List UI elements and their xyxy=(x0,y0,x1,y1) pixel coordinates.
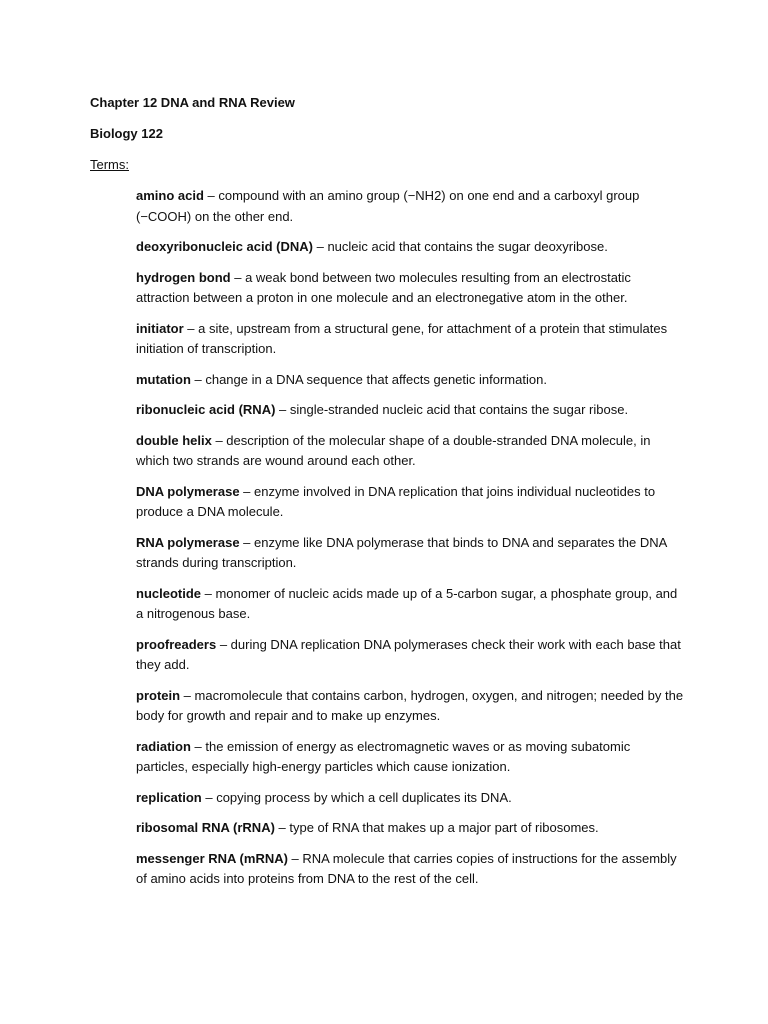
term-item xyxy=(136,849,684,890)
term-item xyxy=(136,533,684,574)
term-definition: – enzyme like DNA polymerase that binds to DNA and separates the DNA strands during transcription. xyxy=(136,534,667,570)
term-definition: – description of the molecular shape of a double-stranded DNA molecule, in which two strands are wound around each other. xyxy=(136,432,651,468)
term-word: amino acid xyxy=(136,188,204,203)
term-definition: – nucleic acid that contains the sugar deoxyribose. xyxy=(312,239,608,254)
term-item xyxy=(136,818,684,839)
term-word: double helix xyxy=(136,432,212,448)
term-word: ribosomal RNA (rRNA) xyxy=(136,820,275,835)
term-word: replication xyxy=(136,789,202,805)
term-definition: – a site, upstream from a structural gene, for attachment of a protein that stimulates initiation of transcription. xyxy=(136,320,668,356)
term-item xyxy=(136,237,684,258)
term-word: messenger RNA (mRNA) xyxy=(136,850,288,866)
term-item xyxy=(136,370,684,391)
term-word: DNA polymerase xyxy=(136,483,240,499)
term-word: nucleotide xyxy=(136,585,202,601)
term-definition: – type of RNA that makes up a major part of ribosomes. xyxy=(274,820,599,835)
term-item xyxy=(136,584,684,625)
terms-heading: Terms: xyxy=(90,157,129,172)
term-definition: – change in a DNA sequence that affects genetic information. xyxy=(190,371,547,387)
term-definition: – macromolecule that contains carbon, hydrogen, oxygen, and nitrogen; needed by the body for growth and repair and to make up enzymes. xyxy=(136,687,684,723)
term-word: initiator xyxy=(136,320,184,336)
term-word: mutation xyxy=(136,371,191,387)
course-name: Biology 122 xyxy=(90,126,163,141)
term-definition: – enzyme involved in DNA replication that joins individual nucleotides to produce a DNA molecule. xyxy=(136,483,656,519)
term-word: protein xyxy=(136,687,181,703)
term-item xyxy=(136,431,684,472)
term-definition: – copying process by which a cell duplicates its DNA. xyxy=(201,789,512,805)
term-word: hydrogen bond xyxy=(136,269,231,285)
term-item xyxy=(136,737,684,778)
term-definition: – compound with an amino group (−NH2) on one end and a carboxyl group (−COOH) on the other end. xyxy=(136,188,640,224)
term-item xyxy=(136,186,684,227)
term-item xyxy=(136,788,684,809)
term-item xyxy=(136,319,684,360)
term-definition: – a weak bond between two molecules resulting from an electrostatic attraction between a proton in one molecule and an electronegative atom in the other. xyxy=(136,269,631,305)
term-word: proofreaders xyxy=(136,636,217,652)
term-word: ribonucleic acid (RNA) xyxy=(136,402,276,417)
term-list xyxy=(136,186,684,900)
term-definition: – RNA molecule that carries copies of instructions for the assembly of amino acids into proteins from DNA to the rest of the cell. xyxy=(136,850,677,886)
term-item xyxy=(136,635,684,676)
term-item xyxy=(136,482,684,523)
term-definition: – the emission of energy as electromagnetic waves or as moving subatomic particles, especially high-energy particles which cause ionization. xyxy=(136,738,631,774)
term-definition: – during DNA replication DNA polymerases check their work with each base that they add. xyxy=(136,636,681,672)
term-word: RNA polymerase xyxy=(136,534,240,550)
term-word: deoxyribonucleic acid (DNA) xyxy=(136,239,313,254)
term-definition: – monomer of nucleic acids made up of a 5-carbon sugar, a phosphate group, and a nitrogenous base. xyxy=(136,585,678,621)
term-word: radiation xyxy=(136,738,191,754)
document-title: Chapter 12 DNA and RNA Review xyxy=(90,95,295,110)
term-item xyxy=(136,686,684,727)
term-item xyxy=(136,400,684,421)
term-item xyxy=(136,268,684,309)
term-definition: – single-stranded nucleic acid that contains the sugar ribose. xyxy=(275,402,629,417)
